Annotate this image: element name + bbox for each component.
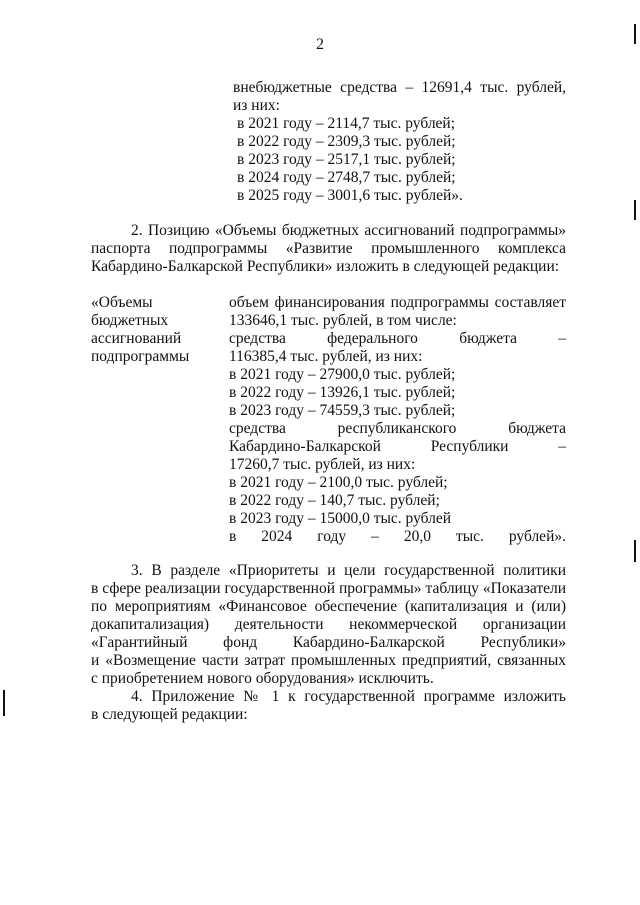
table-left-line-4: подпрограммы xyxy=(91,348,190,365)
table-right-line-9: Кабардино-Балкарской Республики – xyxy=(229,438,566,455)
para2-line-1: 2. Позицию «Объемы бюджетных ассигнований подпрограммы» xyxy=(131,222,566,239)
table-right-line-4: 116385,4 тыс. рублей, из них: xyxy=(229,348,423,365)
table-right-line-6: в 2022 году – 13926,1 тыс. рублей; xyxy=(229,384,456,401)
table-right-line-11: в 2021 году – 2100,0 тыс. рублей; xyxy=(229,474,448,491)
offbudget-total-line: внебюджетные средства – 12691,4 тыс. рублей, xyxy=(233,79,566,96)
offbudget-year-2024: в 2024 году – 2748,7 тыс. рублей; xyxy=(237,169,456,186)
para3-line-1: 3. В разделе «Приоритеты и цели государственной политики xyxy=(131,562,566,579)
table-right-line-12: в 2022 году – 140,7 тыс. рублей; xyxy=(229,492,440,509)
table-right-line-2: 133646,1 тыс. рублей, в том числе: xyxy=(229,312,457,329)
offbudget-year-2021: в 2021 году – 2114,7 тыс. рублей; xyxy=(237,115,456,132)
table-right-line-8: средства республиканского бюджета xyxy=(229,420,566,437)
page-number: 2 xyxy=(316,36,324,53)
scan-edge-mark-right-2 xyxy=(634,200,636,220)
offbudget-year-2025: в 2025 году – 3001,6 тыс. рублей». xyxy=(237,187,463,204)
para4-line-2: в следующей редакции: xyxy=(91,706,248,723)
offbudget-year-2023: в 2023 году – 2517,1 тыс. рублей; xyxy=(237,151,456,168)
table-right-line-1: объем финансирования подпрограммы составляет xyxy=(229,294,566,311)
table-left-line-1: «Объемы xyxy=(91,294,153,311)
scan-edge-mark-right-3 xyxy=(634,540,636,562)
para3-line-2: в сфере реализации государственной программы» таблицу «Показатели xyxy=(91,580,566,597)
offbudget-year-2022: в 2022 году – 2309,3 тыс. рублей; xyxy=(237,133,456,150)
scan-edge-mark-left xyxy=(3,690,5,716)
para2-line-3: Кабардино-Балкарской Республики» изложить в следующей редакции: xyxy=(91,258,560,275)
para4-line-1: 4. Приложение № 1 к государственной программе изложить xyxy=(131,688,566,705)
scan-edge-mark-right-1 xyxy=(634,24,636,44)
para3-line-5: «Гарантийный фонд Кабардино-Балкарской Республики» xyxy=(91,634,566,651)
table-right-line-13: в 2023 году – 15000,0 тыс. рублей xyxy=(229,510,452,527)
para3-line-3: по мероприятиям «Финансовое обеспечение (капитализация и (или) xyxy=(91,598,566,615)
table-right-line-14: в 2024 году – 20,0 тыс. рублей». xyxy=(229,528,566,545)
table-left-line-3: ассигнований xyxy=(91,330,182,347)
table-right-line-5: в 2021 году – 27900,0 тыс. рублей; xyxy=(229,366,456,383)
offbudget-subheading: из них: xyxy=(233,97,280,114)
table-right-line-3: средства федерального бюджета – xyxy=(229,330,566,347)
table-left-line-2: бюджетных xyxy=(91,312,169,329)
para3-line-7: с приобретением нового оборудования» исключить. xyxy=(91,670,434,687)
para2-line-2: паспорта подпрограммы «Развитие промышленного комплекса xyxy=(91,240,566,257)
table-right-line-7: в 2023 году – 74559,3 тыс. рублей; xyxy=(229,402,456,419)
para3-line-4: докапитализация) деятельности некоммерческой организации xyxy=(91,616,566,633)
table-right-line-10: 17260,7 тыс. рублей, из них: xyxy=(229,456,416,473)
para3-line-6: и «Возмещение части затрат промышленных предприятий, связанных xyxy=(91,652,566,669)
